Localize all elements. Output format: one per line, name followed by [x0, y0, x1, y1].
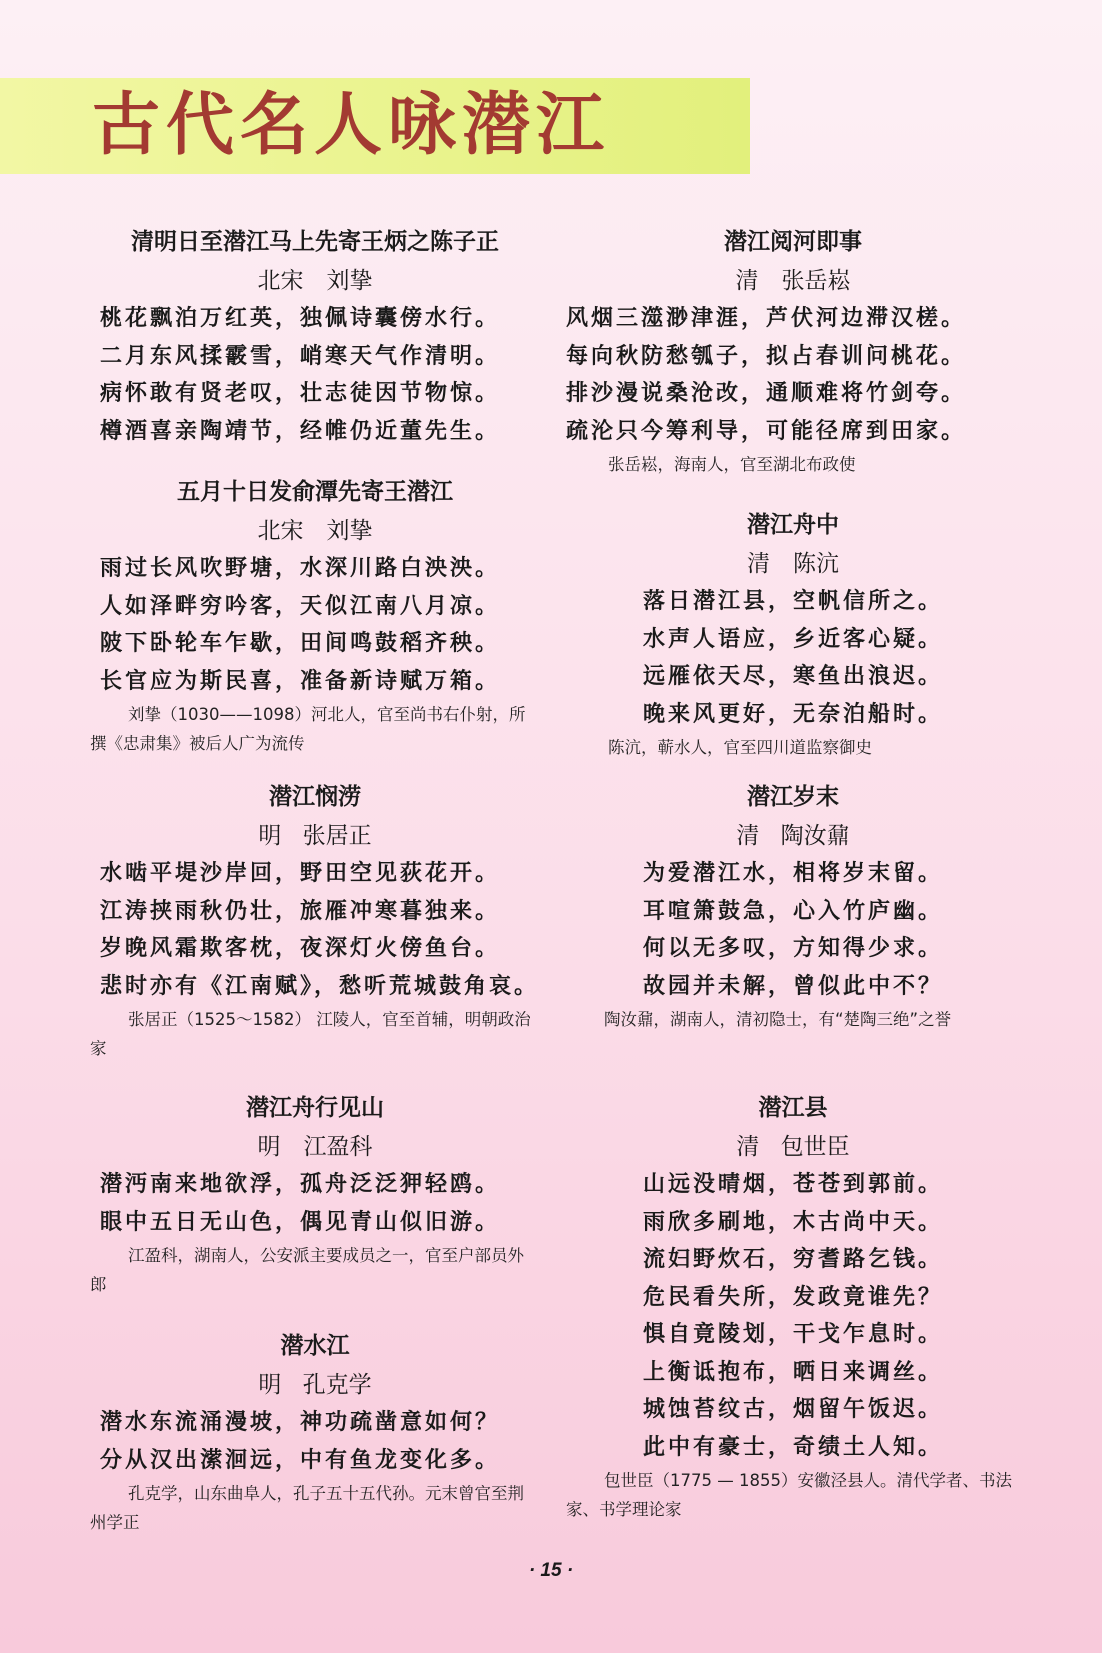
poem [568, 505, 1018, 762]
poem-line: 水声人语应，乡近客心疑。 [642, 625, 943, 652]
poem [90, 1326, 540, 1537]
poem-line: 岁晚风霜欺客枕，夜深灯火傍鱼台。 [100, 935, 501, 961]
poem-title: 潜江悯涝 [269, 784, 361, 810]
poem-author: 北宋 刘挚 [257, 268, 373, 294]
poem-title: 清明日至潜江马上先寄王炳之陈子正 [131, 229, 499, 255]
poem-line: 分从汉出潆洄远，中有鱼龙变化多。 [100, 1446, 501, 1473]
poem-line: 悲时亦有《江南赋》，愁听荒城鼓角哀。 [100, 972, 540, 999]
poet-note: 张岳崧，海南人，官至湖北布政使 [608, 455, 856, 474]
poem-title: 潜水江 [280, 1333, 350, 1359]
poem-line: 雨欣多刷地，木古尚中天。 [642, 1208, 943, 1235]
poem-title: 潜江岁末 [747, 784, 839, 810]
poem-line: 危民看失所，发政竟谁先？ [642, 1283, 943, 1310]
poem-line: 陂下卧轮车乍歇，田间鸣鼓稻齐秧。 [100, 630, 501, 656]
poem-line: 水啮平堤沙岸回，野田空见荻花开。 [100, 860, 501, 886]
poet-note-text: 孔克学，山东曲阜人，孔子五十五代孙。元末曾官至荆州学正 [90, 1484, 524, 1532]
poem-author: 北宋 刘挚 [257, 518, 373, 544]
poet-note [90, 1241, 540, 1299]
poem-line: 山远没晴烟，苍苍到郭前。 [642, 1171, 943, 1197]
poem-author: 明 张居正 [258, 823, 372, 849]
poem-line: 潜水东流涌漫坡，神功疏凿意如何？ [100, 1409, 501, 1435]
poem-line: 风烟三澨渺津涯，芦伏河边滞汉槎。 [566, 305, 967, 331]
poem-line: 二月东风揉霰雪，峭寒天气作清明。 [100, 342, 501, 369]
poem-author: 明 江盈科 [257, 1134, 373, 1160]
poet-note [566, 1466, 1018, 1524]
poem [90, 777, 540, 1063]
poem-line: 城蚀苔纹古，烟留午饭迟。 [642, 1396, 943, 1422]
poem-line: 病怀敢有贤老叹，壮志徒因节物惊。 [100, 380, 501, 406]
poem-line: 何以无多叹，方知得少求。 [642, 935, 943, 961]
poem-author: 清 陈沆 [747, 551, 839, 577]
poet-note [90, 1005, 540, 1063]
poem-title: 五月十日发俞潭先寄王潜江 [177, 479, 453, 505]
poem-line: 上衡诋抱布，晒日来调丝。 [642, 1358, 943, 1385]
page-number: · 15 · [528, 1560, 574, 1581]
poet-note-text: 陶汝鼐，湖南人，清初隐士，有“楚陶三绝”之誉 [604, 1010, 952, 1029]
poem-line: 每向秋防愁瓠子，拟占春训问桃花。 [566, 342, 967, 369]
poem-line: 人如泽畔穷吟客，天似江南八月凉。 [100, 592, 501, 619]
poem-line: 眼中五日无山色，偶见青山似旧游。 [100, 1208, 501, 1235]
poem-line: 桃花飘泊万红英，独佩诗囊傍水行。 [100, 305, 501, 331]
poem-line: 落日潜江县，空帆信所之。 [642, 588, 943, 614]
poet-note-text: 张居正（1525～1582） 江陵人，官至首辅，明朝政治家 [90, 1010, 531, 1058]
poem-title: 潜江县 [758, 1095, 828, 1121]
poet-note-text: 江盈科，湖南人，公安派主要成员之一，官至户部员外郎 [90, 1246, 524, 1294]
poem-line: 雨过长风吹野塘，水深川路白泱泱。 [100, 555, 501, 581]
poet-note [90, 1479, 540, 1537]
poem-title: 潜江阅河即事 [724, 229, 862, 255]
poem-line: 晚来风更好，无奈泊船时。 [642, 700, 943, 727]
poem [568, 777, 1018, 1034]
page-title: 古代名人咏潜江 [92, 86, 611, 165]
poem-line: 远雁依天尽，寒鱼出浪迟。 [642, 663, 943, 689]
poem-line: 潜沔南来地欲浮，孤舟泛泛狎轻鸥。 [100, 1171, 501, 1197]
poem-author: 清 包世臣 [736, 1134, 850, 1160]
poem [568, 222, 1018, 479]
poem-line: 故园并未解，曾似此中不？ [642, 972, 943, 999]
poem-line: 流妇野炊石，穷耆路乞钱。 [642, 1246, 943, 1272]
poem-author: 清 张岳崧 [735, 268, 851, 294]
poem [568, 1088, 1018, 1524]
poet-note [566, 1005, 1018, 1034]
poem-author: 清 陶汝鼐 [736, 823, 850, 849]
poem-line: 疏沦只今筹利导，可能径席到田家。 [566, 417, 967, 444]
poem [90, 472, 540, 758]
poem-title: 潜江舟中 [747, 512, 839, 538]
poem-line: 惧自竟陵划，干戈乍息时。 [642, 1321, 943, 1347]
poem-author: 明 孔克学 [258, 1372, 372, 1398]
poem-title: 潜江舟行见山 [246, 1095, 384, 1121]
poem-line: 樽酒喜亲陶靖节，经帷仍近董先生。 [100, 417, 501, 444]
poet-note: 陈沆，蕲水人，官至四川道监察御史 [608, 738, 872, 757]
poem-line: 长官应为斯民喜，准备新诗赋万箱。 [100, 667, 501, 694]
poem-line: 江涛挟雨秋仍壮，旅雁冲寒暮独来。 [100, 897, 501, 924]
poem [90, 222, 540, 450]
poem [90, 1088, 540, 1299]
poem-line: 为爱潜江水，相将岁末留。 [642, 860, 943, 886]
poet-note-text: 刘挚（1030——1098）河北人，官至尚书右仆射，所撰《忠肃集》被后人广为流传 [90, 705, 526, 753]
poet-note-text: 包世臣（1775 — 1855）安徽泾县人。清代学者、书法家、书学理论家 [566, 1471, 1012, 1519]
poem-line: 排沙漫说桑沧改，通顺难将竹剑夸。 [566, 380, 967, 406]
poet-note [90, 700, 540, 758]
poem-line: 此中有豪士，奇绩土人知。 [642, 1433, 943, 1460]
poem-line: 耳喧箫鼓急，心入竹庐幽。 [642, 897, 943, 924]
